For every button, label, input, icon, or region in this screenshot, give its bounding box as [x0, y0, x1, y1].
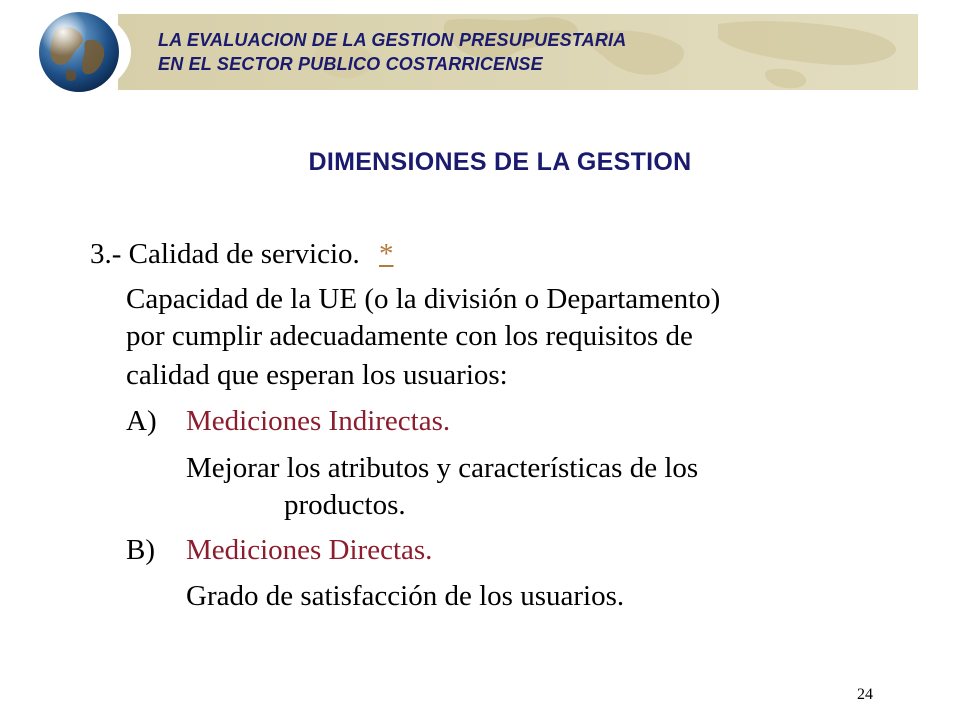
paragraph-line-1: Capacidad de la UE (o la división o Departamento) — [126, 283, 721, 315]
item-b-marker: B) — [126, 534, 155, 566]
paragraph-line-2: por cumplir adecuadamente con los requisitos de — [126, 320, 693, 352]
item-b-label: Mediciones Directas. — [186, 534, 433, 566]
item-a-marker: A) — [126, 405, 157, 437]
item-a-detail-line-2: productos. — [284, 489, 406, 521]
header-banner — [118, 14, 918, 90]
section-heading-text: 3.- Calidad de servicio. — [90, 238, 360, 270]
paragraph-line-3: calidad que esperan los usuarios: — [126, 359, 508, 391]
section-heading — [90, 238, 394, 271]
item-a-detail-line-1: Mejorar los atributos y características de los — [186, 452, 699, 484]
footnote-link[interactable]: * — [379, 238, 394, 270]
world-map-background — [118, 14, 918, 90]
item-b-detail-line-1: Grado de satisfacción de los usuarios. — [186, 580, 625, 612]
globe-icon — [26, 10, 132, 94]
header-line-1: LA EVALUACION DE LA GESTION PRESUPUESTARIA — [158, 30, 627, 50]
slide-title: DIMENSIONES DE LA GESTION — [308, 148, 692, 176]
page-number: 24 — [857, 686, 873, 703]
header-line-2: EN EL SECTOR PUBLICO COSTARRICENSE — [158, 54, 543, 74]
item-a-label: Mediciones Indirectas. — [186, 405, 451, 437]
